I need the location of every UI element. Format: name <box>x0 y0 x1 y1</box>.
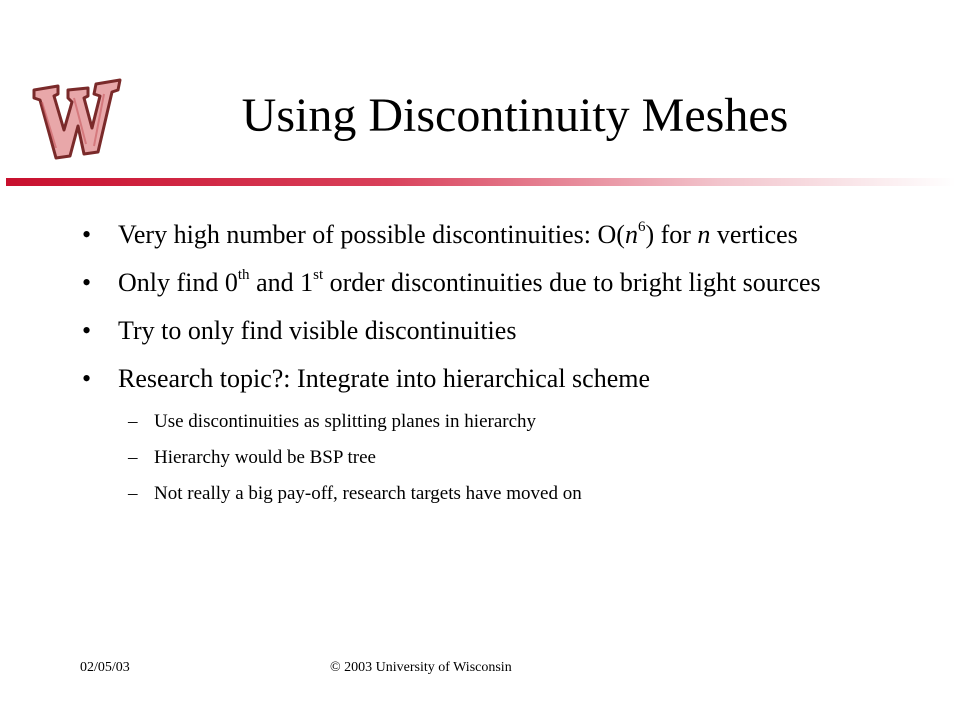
sub-bullet-text: Hierarchy would be BSP tree <box>154 447 376 468</box>
bullet-text: vertices <box>710 220 798 249</box>
footer-copyright: © 2003 University of Wisconsin <box>330 660 512 675</box>
bullet-item <box>78 362 878 396</box>
bullet-item <box>78 218 878 252</box>
bullet-marker: • <box>82 268 92 297</box>
bullet-marker: • <box>82 220 92 249</box>
bullet-item <box>78 314 878 348</box>
sub-bullet-marker: – <box>128 411 138 432</box>
bullet-text: ) for <box>645 220 698 249</box>
bullet-text: Only find 0 <box>118 268 238 297</box>
bullet-ordinal: st <box>313 267 324 283</box>
sub-bullet-text: Not really a big pay-off, research targets have moved on <box>154 483 582 504</box>
bullet-ordinal: th <box>237 267 250 283</box>
title-divider <box>6 178 956 186</box>
sub-bullet-text: Use discontinuities as splitting planes in hierarchy <box>154 411 537 432</box>
bullet-text: Very high number of possible discontinuities: O( <box>118 220 625 249</box>
bullet-item <box>78 266 878 300</box>
bullet-text: Research topic?: Integrate into hierarchical scheme <box>118 364 651 393</box>
bullet-marker: • <box>82 364 92 393</box>
sub-bullet-item <box>78 482 878 506</box>
sub-bullet-marker: – <box>128 447 138 468</box>
bullet-math-var: n <box>624 220 638 249</box>
sub-bullet-marker: – <box>128 483 138 504</box>
bullet-math-var: n <box>697 220 711 249</box>
bullet-text: Try to only find visible discontinuities <box>118 316 517 345</box>
bullet-text: and 1 <box>249 268 314 297</box>
sub-bullet-item <box>78 410 878 434</box>
bullet-exponent: 6 <box>637 219 646 235</box>
bullet-text: order discontinuities due to bright light sources <box>323 268 821 297</box>
bullet-marker: • <box>82 316 92 345</box>
sub-bullet-item <box>78 446 878 470</box>
slide-body <box>78 218 878 518</box>
footer-date: 02/05/03 <box>80 660 130 675</box>
slide-title: Using Discontinuity Meshes <box>241 89 789 142</box>
